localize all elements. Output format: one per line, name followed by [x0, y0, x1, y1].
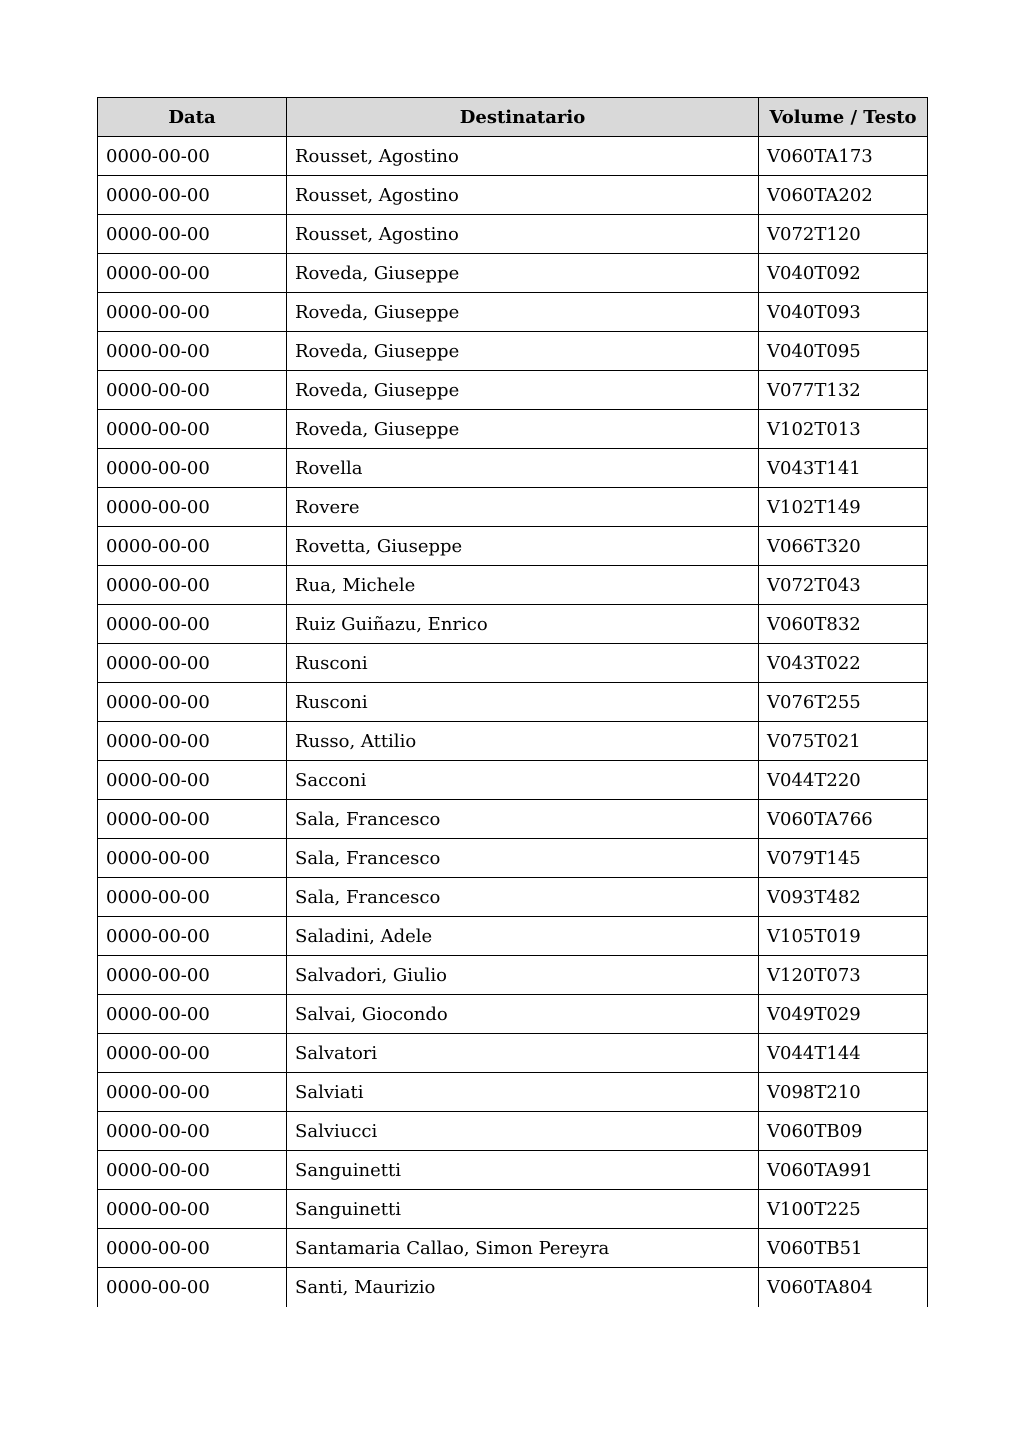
table-row [98, 683, 928, 722]
cell-recipient: Rovere [287, 488, 759, 527]
cell-recipient: Sala, Francesco [287, 800, 759, 839]
cell-volume: V043T022 [759, 644, 928, 683]
cell-date: 0000-00-00 [98, 254, 287, 293]
cell-recipient: Sacconi [287, 761, 759, 800]
cell-recipient: Salvadori, Giulio [287, 956, 759, 995]
cell-date: 0000-00-00 [98, 1151, 287, 1190]
cell-recipient: Salviati [287, 1073, 759, 1112]
cell-date: 0000-00-00 [98, 1034, 287, 1073]
cell-recipient: Roveda, Giuseppe [287, 371, 759, 410]
cell-recipient: Rousset, Agostino [287, 176, 759, 215]
cell-volume: V072T120 [759, 215, 928, 254]
table-row [98, 488, 928, 527]
table-row [98, 644, 928, 683]
cell-recipient: Rua, Michele [287, 566, 759, 605]
table-row [98, 566, 928, 605]
cell-date: 0000-00-00 [98, 488, 287, 527]
cell-date: 0000-00-00 [98, 1112, 287, 1151]
cell-recipient: Roveda, Giuseppe [287, 254, 759, 293]
cell-volume: V049T029 [759, 995, 928, 1034]
cell-date: 0000-00-00 [98, 410, 287, 449]
cell-volume: V044T220 [759, 761, 928, 800]
cell-volume: V060TA804 [759, 1268, 928, 1307]
cell-volume: V040T093 [759, 293, 928, 332]
cell-date: 0000-00-00 [98, 605, 287, 644]
cell-date: 0000-00-00 [98, 995, 287, 1034]
cell-recipient: Ruiz Guiñazu, Enrico [287, 605, 759, 644]
cell-volume: V075T021 [759, 722, 928, 761]
table-row [98, 410, 928, 449]
cell-volume: V102T013 [759, 410, 928, 449]
cell-date: 0000-00-00 [98, 878, 287, 917]
cell-recipient: Sanguinetti [287, 1190, 759, 1229]
table-row [98, 995, 928, 1034]
cell-recipient: Santamaria Callao, Simon Pereyra [287, 1229, 759, 1268]
table-row [98, 722, 928, 761]
cell-recipient: Sanguinetti [287, 1151, 759, 1190]
cell-recipient: Roveda, Giuseppe [287, 410, 759, 449]
table-row [98, 761, 928, 800]
cell-volume: V072T043 [759, 566, 928, 605]
cell-recipient: Rusconi [287, 644, 759, 683]
table-row [98, 215, 928, 254]
column-header-recipient: Destinatario [287, 98, 759, 137]
cell-recipient: Russo, Attilio [287, 722, 759, 761]
cell-date: 0000-00-00 [98, 566, 287, 605]
cell-volume: V060TB51 [759, 1229, 928, 1268]
cell-date: 0000-00-00 [98, 839, 287, 878]
table-row [98, 137, 928, 176]
cell-recipient: Rousset, Agostino [287, 137, 759, 176]
table-row [98, 839, 928, 878]
table-row [98, 1268, 928, 1307]
cell-recipient: Rovetta, Giuseppe [287, 527, 759, 566]
cell-date: 0000-00-00 [98, 215, 287, 254]
table-row [98, 293, 928, 332]
cell-volume: V060TA173 [759, 137, 928, 176]
cell-recipient: Salvatori [287, 1034, 759, 1073]
cell-volume: V100T225 [759, 1190, 928, 1229]
cell-date: 0000-00-00 [98, 332, 287, 371]
table-row [98, 176, 928, 215]
cell-date: 0000-00-00 [98, 644, 287, 683]
cell-date: 0000-00-00 [98, 1073, 287, 1112]
cell-recipient: Salviucci [287, 1112, 759, 1151]
cell-volume: V066T320 [759, 527, 928, 566]
cell-recipient: Santi, Maurizio [287, 1268, 759, 1307]
cell-date: 0000-00-00 [98, 137, 287, 176]
cell-date: 0000-00-00 [98, 293, 287, 332]
table-row [98, 956, 928, 995]
table-row [98, 605, 928, 644]
cell-date: 0000-00-00 [98, 176, 287, 215]
cell-recipient: Saladini, Adele [287, 917, 759, 956]
cell-recipient: Rovella [287, 449, 759, 488]
table-row [98, 1190, 928, 1229]
cell-volume: V040T092 [759, 254, 928, 293]
cell-recipient: Roveda, Giuseppe [287, 332, 759, 371]
column-header-volume: Volume / Testo [759, 98, 928, 137]
cell-recipient: Salvai, Giocondo [287, 995, 759, 1034]
cell-volume: V105T019 [759, 917, 928, 956]
cell-volume: V120T073 [759, 956, 928, 995]
cell-date: 0000-00-00 [98, 371, 287, 410]
cell-volume: V060TA991 [759, 1151, 928, 1190]
cell-date: 0000-00-00 [98, 683, 287, 722]
table-row [98, 449, 928, 488]
table-row [98, 1151, 928, 1190]
table-row [98, 1112, 928, 1151]
cell-volume: V040T095 [759, 332, 928, 371]
cell-date: 0000-00-00 [98, 800, 287, 839]
cell-date: 0000-00-00 [98, 527, 287, 566]
cell-recipient: Rusconi [287, 683, 759, 722]
cell-volume: V093T482 [759, 878, 928, 917]
cell-volume: V043T141 [759, 449, 928, 488]
cell-volume: V077T132 [759, 371, 928, 410]
cell-date: 0000-00-00 [98, 956, 287, 995]
table-row [98, 254, 928, 293]
cell-recipient: Sala, Francesco [287, 839, 759, 878]
cell-volume: V060TA766 [759, 800, 928, 839]
column-header-date: Data [98, 98, 287, 137]
cell-date: 0000-00-00 [98, 917, 287, 956]
cell-date: 0000-00-00 [98, 1268, 287, 1307]
table-row [98, 1073, 928, 1112]
table-row [98, 800, 928, 839]
cell-date: 0000-00-00 [98, 722, 287, 761]
table-row [98, 527, 928, 566]
cell-recipient: Sala, Francesco [287, 878, 759, 917]
cell-volume: V060T832 [759, 605, 928, 644]
cell-date: 0000-00-00 [98, 1229, 287, 1268]
table-row [98, 917, 928, 956]
cell-volume: V060TB09 [759, 1112, 928, 1151]
table-row [98, 1229, 928, 1268]
cell-volume: V044T144 [759, 1034, 928, 1073]
cell-date: 0000-00-00 [98, 449, 287, 488]
table-row [98, 878, 928, 917]
table-row [98, 332, 928, 371]
table-row [98, 371, 928, 410]
correspondence-table [97, 97, 928, 1307]
cell-recipient: Roveda, Giuseppe [287, 293, 759, 332]
cell-volume: V102T149 [759, 488, 928, 527]
cell-recipient: Rousset, Agostino [287, 215, 759, 254]
header-row [98, 98, 928, 137]
cell-volume: V060TA202 [759, 176, 928, 215]
cell-volume: V098T210 [759, 1073, 928, 1112]
table-header [98, 98, 928, 137]
cell-date: 0000-00-00 [98, 1190, 287, 1229]
cell-volume: V076T255 [759, 683, 928, 722]
table-row [98, 1034, 928, 1073]
cell-volume: V079T145 [759, 839, 928, 878]
table-body [98, 137, 928, 1307]
cell-date: 0000-00-00 [98, 761, 287, 800]
